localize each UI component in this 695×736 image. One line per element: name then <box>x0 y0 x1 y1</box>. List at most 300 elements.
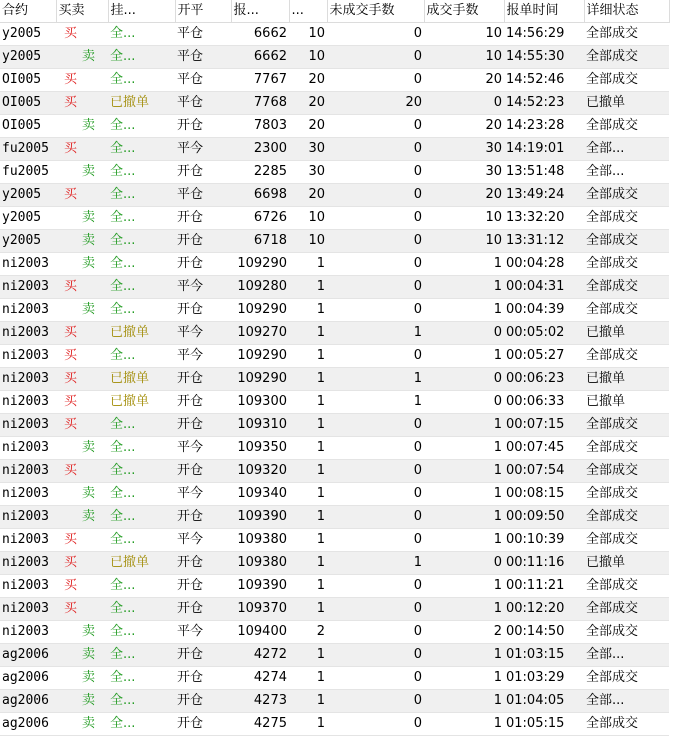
cell-side: 卖 <box>56 253 108 276</box>
cell-price: 109290 <box>231 299 289 322</box>
cell-filled: 20 <box>424 184 504 207</box>
table-row[interactable] <box>0 92 669 115</box>
cell-filled: 10 <box>424 207 504 230</box>
cell-filled: 0 <box>424 322 504 345</box>
cell-unfilled: 0 <box>327 437 424 460</box>
cell-offset: 开仓 <box>175 690 231 713</box>
cell-filled: 1 <box>424 276 504 299</box>
cell-unfilled: 0 <box>327 713 424 736</box>
column-header-time[interactable]: 报单时间 <box>504 0 584 23</box>
cell-filled: 1 <box>424 253 504 276</box>
cell-qty: 10 <box>289 207 327 230</box>
cell-offset: 开仓 <box>175 161 231 184</box>
table-row[interactable] <box>0 667 669 690</box>
cell-status: 全... <box>108 460 175 483</box>
cell-contract: ni2003 <box>0 368 56 391</box>
cell-filled: 1 <box>424 506 504 529</box>
cell-qty: 10 <box>289 46 327 69</box>
cell-contract: ni2003 <box>0 299 56 322</box>
cell-status: 已撤单 <box>108 368 175 391</box>
table-row[interactable] <box>0 368 669 391</box>
cell-filled: 20 <box>424 115 504 138</box>
cell-offset: 开仓 <box>175 575 231 598</box>
table-row[interactable] <box>0 46 669 69</box>
cell-status: 全... <box>108 667 175 690</box>
cell-status: 全... <box>108 299 175 322</box>
cell-qty: 1 <box>289 667 327 690</box>
cell-side: 买 <box>56 414 108 437</box>
cell-detail: 全部成交 <box>584 437 669 460</box>
cell-filled: 0 <box>424 552 504 575</box>
cell-contract: ni2003 <box>0 506 56 529</box>
cell-detail: 全部成交 <box>584 23 669 46</box>
cell-unfilled: 0 <box>327 644 424 667</box>
cell-price: 109280 <box>231 276 289 299</box>
cell-filled: 30 <box>424 161 504 184</box>
cell-qty: 1 <box>289 690 327 713</box>
cell-time: 00:12:20 <box>504 598 584 621</box>
table-row[interactable] <box>0 138 669 161</box>
cell-status: 全... <box>108 69 175 92</box>
cell-status: 全... <box>108 161 175 184</box>
cell-qty: 1 <box>289 391 327 414</box>
cell-side: 卖 <box>56 230 108 253</box>
cell-unfilled: 0 <box>327 161 424 184</box>
table-row[interactable] <box>0 391 669 414</box>
cell-detail: 已撤单 <box>584 322 669 345</box>
cell-offset: 平仓 <box>175 92 231 115</box>
cell-side: 买 <box>56 23 108 46</box>
cell-detail: 全部成交 <box>584 575 669 598</box>
column-header-detail[interactable]: 详细状态 <box>584 0 669 23</box>
cell-contract: OI005 <box>0 115 56 138</box>
cell-offset: 开仓 <box>175 460 231 483</box>
column-header-unfilled[interactable]: 未成交手数 <box>327 0 424 23</box>
cell-time: 13:31:12 <box>504 230 584 253</box>
cell-status: 全... <box>108 46 175 69</box>
cell-offset: 平今 <box>175 529 231 552</box>
cell-offset: 平今 <box>175 345 231 368</box>
cell-side: 卖 <box>56 690 108 713</box>
cell-status: 全... <box>108 276 175 299</box>
cell-time: 00:08:15 <box>504 483 584 506</box>
cell-unfilled: 0 <box>327 23 424 46</box>
cell-qty: 1 <box>289 575 327 598</box>
column-header-contract[interactable]: 合约 <box>0 0 56 23</box>
cell-qty: 20 <box>289 184 327 207</box>
cell-status: 全... <box>108 690 175 713</box>
cell-price: 109340 <box>231 483 289 506</box>
cell-price: 6718 <box>231 230 289 253</box>
cell-price: 6698 <box>231 184 289 207</box>
cell-side: 买 <box>56 460 108 483</box>
column-header-filled[interactable]: 成交手数 <box>424 0 504 23</box>
cell-qty: 1 <box>289 437 327 460</box>
cell-side: 卖 <box>56 621 108 644</box>
cell-time: 13:32:20 <box>504 207 584 230</box>
cell-price: 109400 <box>231 621 289 644</box>
table-row[interactable] <box>0 69 669 92</box>
cell-unfilled: 0 <box>327 115 424 138</box>
cell-filled: 1 <box>424 437 504 460</box>
cell-side: 卖 <box>56 437 108 460</box>
cell-unfilled: 0 <box>327 276 424 299</box>
cell-unfilled: 0 <box>327 299 424 322</box>
cell-detail: 全部成交 <box>584 345 669 368</box>
cell-time: 14:52:23 <box>504 92 584 115</box>
table-row[interactable] <box>0 161 669 184</box>
cell-detail: 全部成交 <box>584 667 669 690</box>
cell-price: 4272 <box>231 644 289 667</box>
cell-detail: 全部成交 <box>584 621 669 644</box>
table-row[interactable] <box>0 483 669 506</box>
cell-qty: 20 <box>289 92 327 115</box>
cell-time: 01:03:15 <box>504 644 584 667</box>
cell-detail: 全部... <box>584 138 669 161</box>
cell-offset: 平今 <box>175 322 231 345</box>
cell-time: 14:55:30 <box>504 46 584 69</box>
cell-price: 4273 <box>231 690 289 713</box>
table-row[interactable] <box>0 276 669 299</box>
cell-filled: 10 <box>424 230 504 253</box>
cell-qty: 10 <box>289 230 327 253</box>
cell-filled: 1 <box>424 713 504 736</box>
cell-offset: 平仓 <box>175 46 231 69</box>
cell-contract: ni2003 <box>0 322 56 345</box>
cell-contract: fu2005 <box>0 138 56 161</box>
cell-time: 13:51:48 <box>504 161 584 184</box>
table-row[interactable] <box>0 253 669 276</box>
cell-contract: ni2003 <box>0 575 56 598</box>
cell-price: 109350 <box>231 437 289 460</box>
cell-status: 全... <box>108 345 175 368</box>
cell-time: 01:04:05 <box>504 690 584 713</box>
cell-side: 买 <box>56 575 108 598</box>
cell-offset: 平今 <box>175 437 231 460</box>
cell-time: 00:05:27 <box>504 345 584 368</box>
cell-status: 已撤单 <box>108 552 175 575</box>
cell-unfilled: 0 <box>327 46 424 69</box>
cell-price: 109290 <box>231 253 289 276</box>
table-row[interactable] <box>0 713 669 736</box>
table-row[interactable] <box>0 115 669 138</box>
cell-detail: 全部成交 <box>584 184 669 207</box>
cell-side: 卖 <box>56 299 108 322</box>
cell-contract: ni2003 <box>0 437 56 460</box>
cell-contract: y2005 <box>0 230 56 253</box>
cell-offset: 开仓 <box>175 391 231 414</box>
cell-offset: 开仓 <box>175 598 231 621</box>
cell-status: 全... <box>108 414 175 437</box>
cell-side: 买 <box>56 598 108 621</box>
cell-price: 4274 <box>231 667 289 690</box>
cell-contract: ni2003 <box>0 621 56 644</box>
table-row[interactable] <box>0 414 669 437</box>
cell-time: 14:23:28 <box>504 115 584 138</box>
cell-time: 14:56:29 <box>504 23 584 46</box>
cell-price: 7767 <box>231 69 289 92</box>
cell-unfilled: 0 <box>327 667 424 690</box>
cell-contract: ag2006 <box>0 644 56 667</box>
cell-unfilled: 0 <box>327 483 424 506</box>
cell-unfilled: 0 <box>327 621 424 644</box>
cell-contract: ni2003 <box>0 598 56 621</box>
cell-unfilled: 20 <box>327 92 424 115</box>
cell-detail: 已撤单 <box>584 368 669 391</box>
column-header-offset[interactable]: 开平 <box>175 0 231 23</box>
table-row[interactable] <box>0 207 669 230</box>
cell-side: 买 <box>56 529 108 552</box>
cell-detail: 全部... <box>584 690 669 713</box>
cell-offset: 开仓 <box>175 506 231 529</box>
table-row[interactable] <box>0 299 669 322</box>
cell-unfilled: 0 <box>327 207 424 230</box>
cell-unfilled: 0 <box>327 460 424 483</box>
cell-price: 109270 <box>231 322 289 345</box>
cell-qty: 1 <box>289 506 327 529</box>
cell-side: 买 <box>56 184 108 207</box>
cell-side: 卖 <box>56 46 108 69</box>
cell-status: 已撤单 <box>108 92 175 115</box>
cell-price: 109370 <box>231 598 289 621</box>
cell-side: 买 <box>56 345 108 368</box>
cell-price: 7803 <box>231 115 289 138</box>
cell-price: 109320 <box>231 460 289 483</box>
cell-offset: 开仓 <box>175 368 231 391</box>
cell-price: 4275 <box>231 713 289 736</box>
cell-filled: 1 <box>424 598 504 621</box>
cell-filled: 1 <box>424 667 504 690</box>
cell-unfilled: 1 <box>327 391 424 414</box>
cell-detail: 全部成交 <box>584 69 669 92</box>
column-header-side[interactable]: 买卖 <box>56 0 108 23</box>
cell-contract: ag2006 <box>0 713 56 736</box>
cell-time: 00:14:50 <box>504 621 584 644</box>
cell-detail: 全部成交 <box>584 713 669 736</box>
cell-filled: 1 <box>424 644 504 667</box>
cell-time: 00:06:33 <box>504 391 584 414</box>
cell-status: 全... <box>108 138 175 161</box>
cell-status: 全... <box>108 713 175 736</box>
cell-price: 6726 <box>231 207 289 230</box>
cell-filled: 0 <box>424 391 504 414</box>
cell-status: 已撤单 <box>108 391 175 414</box>
cell-qty: 1 <box>289 483 327 506</box>
table-row[interactable] <box>0 575 669 598</box>
cell-qty: 30 <box>289 138 327 161</box>
cell-detail: 已撤单 <box>584 92 669 115</box>
cell-side: 卖 <box>56 667 108 690</box>
cell-price: 6662 <box>231 23 289 46</box>
cell-side: 卖 <box>56 713 108 736</box>
cell-time: 00:04:31 <box>504 276 584 299</box>
cell-filled: 1 <box>424 460 504 483</box>
cell-offset: 开仓 <box>175 644 231 667</box>
cell-contract: y2005 <box>0 46 56 69</box>
cell-qty: 20 <box>289 115 327 138</box>
cell-price: 6662 <box>231 46 289 69</box>
cell-unfilled: 0 <box>327 184 424 207</box>
cell-time: 00:07:54 <box>504 460 584 483</box>
cell-time: 14:19:01 <box>504 138 584 161</box>
cell-qty: 1 <box>289 552 327 575</box>
table-header <box>0 0 669 23</box>
cell-side: 卖 <box>56 506 108 529</box>
cell-side: 买 <box>56 276 108 299</box>
cell-side: 买 <box>56 69 108 92</box>
table-row[interactable] <box>0 322 669 345</box>
cell-offset: 开仓 <box>175 207 231 230</box>
column-header-qty[interactable]: ... <box>289 0 327 23</box>
cell-qty: 1 <box>289 414 327 437</box>
cell-offset: 开仓 <box>175 414 231 437</box>
cell-side: 买 <box>56 138 108 161</box>
column-header-price[interactable]: 报... <box>231 0 289 23</box>
cell-qty: 1 <box>289 529 327 552</box>
cell-price: 109290 <box>231 368 289 391</box>
cell-contract: ni2003 <box>0 253 56 276</box>
cell-qty: 10 <box>289 23 327 46</box>
cell-time: 00:04:28 <box>504 253 584 276</box>
cell-offset: 平今 <box>175 483 231 506</box>
cell-price: 109380 <box>231 552 289 575</box>
cell-time: 13:49:24 <box>504 184 584 207</box>
cell-unfilled: 0 <box>327 575 424 598</box>
cell-detail: 全部成交 <box>584 115 669 138</box>
cell-status: 全... <box>108 207 175 230</box>
cell-time: 14:52:46 <box>504 69 584 92</box>
cell-unfilled: 0 <box>327 529 424 552</box>
cell-contract: ni2003 <box>0 414 56 437</box>
cell-detail: 全部成交 <box>584 460 669 483</box>
cell-contract: y2005 <box>0 184 56 207</box>
cell-status: 全... <box>108 506 175 529</box>
cell-contract: ni2003 <box>0 391 56 414</box>
cell-offset: 平仓 <box>175 184 231 207</box>
cell-offset: 开仓 <box>175 115 231 138</box>
cell-offset: 开仓 <box>175 230 231 253</box>
cell-offset: 开仓 <box>175 253 231 276</box>
cell-price: 109390 <box>231 506 289 529</box>
cell-unfilled: 0 <box>327 506 424 529</box>
cell-qty: 1 <box>289 299 327 322</box>
cell-filled: 0 <box>424 92 504 115</box>
cell-time: 00:09:50 <box>504 506 584 529</box>
table-row[interactable] <box>0 460 669 483</box>
cell-unfilled: 0 <box>327 230 424 253</box>
cell-qty: 1 <box>289 345 327 368</box>
cell-unfilled: 0 <box>327 253 424 276</box>
cell-unfilled: 1 <box>327 368 424 391</box>
cell-time: 00:11:16 <box>504 552 584 575</box>
cell-detail: 全部成交 <box>584 230 669 253</box>
cell-filled: 1 <box>424 414 504 437</box>
cell-detail: 全部成交 <box>584 276 669 299</box>
cell-qty: 1 <box>289 598 327 621</box>
table-row[interactable] <box>0 621 669 644</box>
cell-qty: 20 <box>289 69 327 92</box>
cell-offset: 平今 <box>175 138 231 161</box>
cell-offset: 平今 <box>175 621 231 644</box>
cell-price: 7768 <box>231 92 289 115</box>
cell-contract: ni2003 <box>0 276 56 299</box>
cell-contract: y2005 <box>0 207 56 230</box>
table-row[interactable] <box>0 23 669 46</box>
cell-detail: 全部成交 <box>584 414 669 437</box>
cell-price: 2285 <box>231 161 289 184</box>
cell-qty: 1 <box>289 713 327 736</box>
cell-filled: 10 <box>424 23 504 46</box>
cell-status: 全... <box>108 644 175 667</box>
column-header-status[interactable]: 挂... <box>108 0 175 23</box>
table-row[interactable] <box>0 345 669 368</box>
cell-status: 全... <box>108 253 175 276</box>
table-row[interactable] <box>0 598 669 621</box>
cell-time: 00:11:21 <box>504 575 584 598</box>
cell-unfilled: 0 <box>327 69 424 92</box>
cell-contract: ag2006 <box>0 690 56 713</box>
cell-contract: OI005 <box>0 92 56 115</box>
cell-unfilled: 0 <box>327 345 424 368</box>
cell-side: 卖 <box>56 161 108 184</box>
cell-filled: 2 <box>424 621 504 644</box>
cell-unfilled: 1 <box>327 322 424 345</box>
table-row[interactable] <box>0 184 669 207</box>
cell-side: 卖 <box>56 483 108 506</box>
cell-detail: 全部成交 <box>584 207 669 230</box>
cell-filled: 1 <box>424 483 504 506</box>
cell-offset: 开仓 <box>175 713 231 736</box>
cell-status: 已撤单 <box>108 322 175 345</box>
cell-contract: y2005 <box>0 23 56 46</box>
cell-detail: 全部成交 <box>584 483 669 506</box>
cell-status: 全... <box>108 621 175 644</box>
table-row[interactable] <box>0 690 669 713</box>
cell-price: 109380 <box>231 529 289 552</box>
cell-detail: 全部... <box>584 644 669 667</box>
cell-qty: 1 <box>289 253 327 276</box>
cell-time: 01:03:29 <box>504 667 584 690</box>
cell-status: 全... <box>108 115 175 138</box>
cell-detail: 已撤单 <box>584 391 669 414</box>
cell-qty: 2 <box>289 621 327 644</box>
cell-qty: 1 <box>289 644 327 667</box>
table-row[interactable] <box>0 230 669 253</box>
table-row[interactable] <box>0 644 669 667</box>
table-body <box>0 23 669 736</box>
cell-price: 109310 <box>231 414 289 437</box>
table-row[interactable] <box>0 506 669 529</box>
cell-detail: 全部成交 <box>584 253 669 276</box>
cell-status: 全... <box>108 437 175 460</box>
cell-detail: 已撤单 <box>584 552 669 575</box>
cell-offset: 开仓 <box>175 667 231 690</box>
cell-detail: 全部成交 <box>584 46 669 69</box>
cell-offset: 平今 <box>175 276 231 299</box>
cell-time: 00:05:02 <box>504 322 584 345</box>
cell-side: 买 <box>56 552 108 575</box>
cell-time: 00:07:45 <box>504 437 584 460</box>
table-row[interactable] <box>0 529 669 552</box>
table-row[interactable] <box>0 437 669 460</box>
cell-filled: 1 <box>424 575 504 598</box>
cell-qty: 30 <box>289 161 327 184</box>
cell-price: 109390 <box>231 575 289 598</box>
table-row[interactable] <box>0 552 669 575</box>
cell-unfilled: 0 <box>327 598 424 621</box>
cell-filled: 0 <box>424 368 504 391</box>
cell-contract: ag2006 <box>0 667 56 690</box>
